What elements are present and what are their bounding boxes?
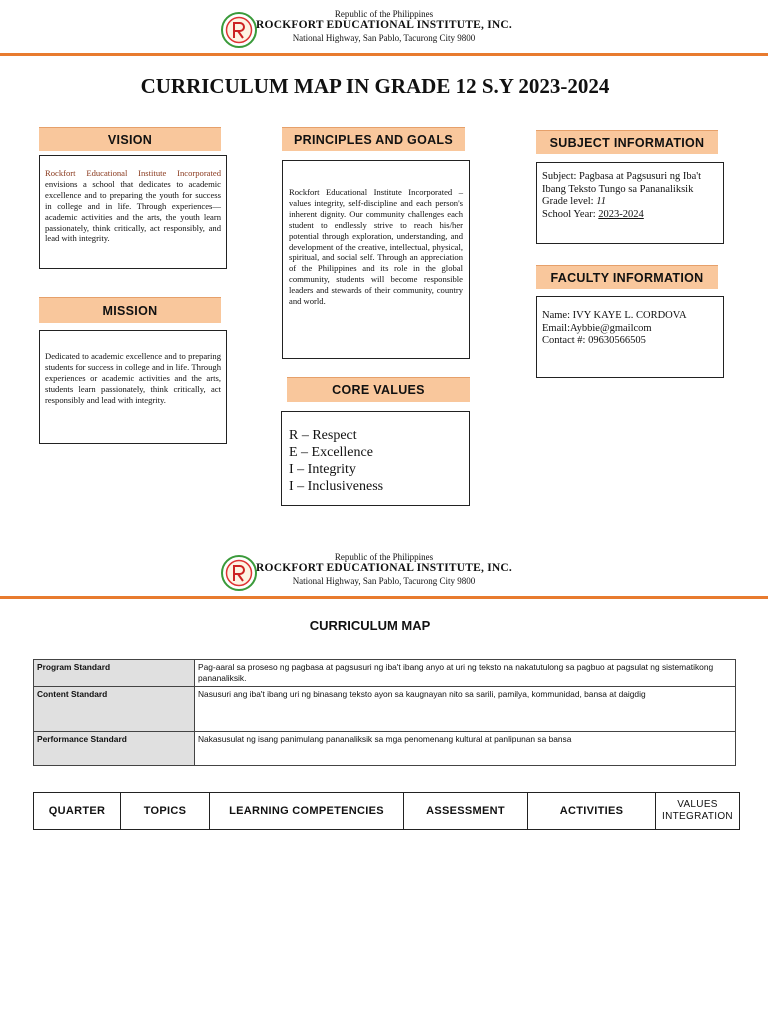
column-header: LEARNING COMPETENCIES	[210, 793, 404, 830]
mission-box	[39, 330, 227, 444]
column-header: TOPICS	[121, 793, 210, 830]
vision-text: envisions a school that dedicates to academic excellence and to preparing the youth for success in college and in life. Through experiences—academic activities and the arts, the youth learn passionately, think critically, act responsibly, and lead with integrity.	[45, 178, 221, 244]
core-value-item: I – Integrity	[289, 462, 356, 477]
school-name: ROCKFORT EDUCATIONAL INSTITUTE, INC.	[256, 562, 512, 574]
vision-lead: Rockfort Educational Institute Incorporated	[45, 168, 221, 178]
school-year	[542, 209, 718, 222]
vision-box	[39, 155, 227, 269]
faculty-info-label: FACULTY INFORMATION	[536, 265, 718, 289]
header-divider	[0, 53, 768, 56]
school-year-value: 2023-2024	[598, 208, 644, 220]
faculty-name: Name: IVY KAYE L. CORDOVA	[542, 310, 687, 321]
standard-value: Nasusuri ang iba't ibang uri ng binasang teksto ayon sa kaugnayan nito sa sarili, pamilya, kommunidad, bansa at daigdig	[195, 687, 736, 732]
school-header-page-2	[0, 552, 768, 604]
column-header: VALUES INTEGRATION	[656, 793, 740, 830]
standard-value: Pag-aaral sa proseso ng pagbasa at pagsusuri ng iba't ibang anyo at uri ng teksto na nakatutulong sa pagbuo at pagsulat ng sistematikong pananaliksik.	[195, 660, 736, 687]
faculty-contact: Contact #: 09630566505	[542, 335, 646, 347]
school-address: National Highway, San Pablo, Tacurong City 9800	[292, 33, 476, 43]
school-logo-icon	[221, 555, 257, 591]
column-header: ASSESSMENT	[404, 793, 528, 830]
core-values-label: CORE VALUES	[287, 377, 470, 402]
header-divider	[0, 596, 768, 599]
school-year-prefix: School Year:	[542, 208, 599, 220]
mission-label: MISSION	[39, 297, 221, 323]
grade-level-value: 11	[596, 196, 606, 208]
curriculum-map-table	[33, 792, 740, 830]
subject-info-label: SUBJECT INFORMATION	[536, 130, 718, 154]
table-row	[34, 732, 736, 766]
table-row	[34, 660, 736, 687]
school-name: ROCKFORT EDUCATIONAL INSTITUTE, INC.	[256, 19, 512, 31]
mission-text: Dedicated to academic excellence and to preparing students for success in college and in life. Through experiences or academic activities and the arts, students learn passionately, think critically, act responsibly and lead with integrity.	[45, 351, 221, 405]
core-value-item: E – Excellence	[289, 445, 373, 460]
republic-line: Republic of the Philippines	[334, 9, 434, 19]
school-logo-icon	[221, 12, 257, 48]
school-header	[0, 9, 768, 61]
principles-box	[282, 160, 470, 359]
faculty-email: Email:Aybbie@gmailcom	[542, 322, 652, 334]
standard-label: Content Standard	[34, 687, 195, 732]
column-header: QUARTER	[34, 793, 121, 830]
principles-text: Rockfort Educational Institute Incorporated – values integrity, self-discipline and each person's inherent dignity. Our community challenges each student to endlessly strive to reach his/her potential through exploration, understanding, and development of the creative, intellectual, physical, spiritual, and social self. Through an appreciation of the Philippines and its role in the global community, students will become responsible leaders and stewards of their community, country and world.	[289, 187, 463, 307]
standard-label: Program Standard	[34, 660, 195, 687]
subject-text: Subject: Pagbasa at Pagsusuri ng Iba't Ibang Teksto Tungo sa Pananaliksik	[542, 171, 702, 195]
republic-line: Republic of the Philippines	[334, 552, 434, 562]
core-value-item: I – Inclusiveness	[289, 479, 384, 494]
standard-label: Performance Standard	[34, 732, 195, 766]
faculty-info-box	[536, 296, 724, 378]
vision-label: VISION	[39, 127, 221, 151]
core-values-box	[281, 411, 470, 506]
subject-info-box	[536, 162, 724, 244]
standards-table	[33, 659, 736, 766]
grade-level-prefix: Grade level:	[542, 196, 597, 208]
principles-label: PRINCIPLES AND GOALS	[282, 127, 465, 151]
table-row	[34, 687, 736, 732]
core-value-item: R – Respect	[289, 428, 357, 443]
grade-level	[542, 196, 718, 209]
standard-value: Nakasusulat ng isang panimulang pananaliksik sa mga penomenang kultural at panlipunan sa bansa	[195, 732, 736, 766]
page-title: CURRICULUM MAP IN GRADE 12 S.Y 2023-2024	[140, 74, 610, 98]
table-header-row	[34, 793, 740, 830]
curriculum-map-title: CURRICULUM MAP	[309, 618, 431, 633]
column-header: ACTIVITIES	[528, 793, 656, 830]
school-address: National Highway, San Pablo, Tacurong City 9800	[292, 576, 476, 586]
